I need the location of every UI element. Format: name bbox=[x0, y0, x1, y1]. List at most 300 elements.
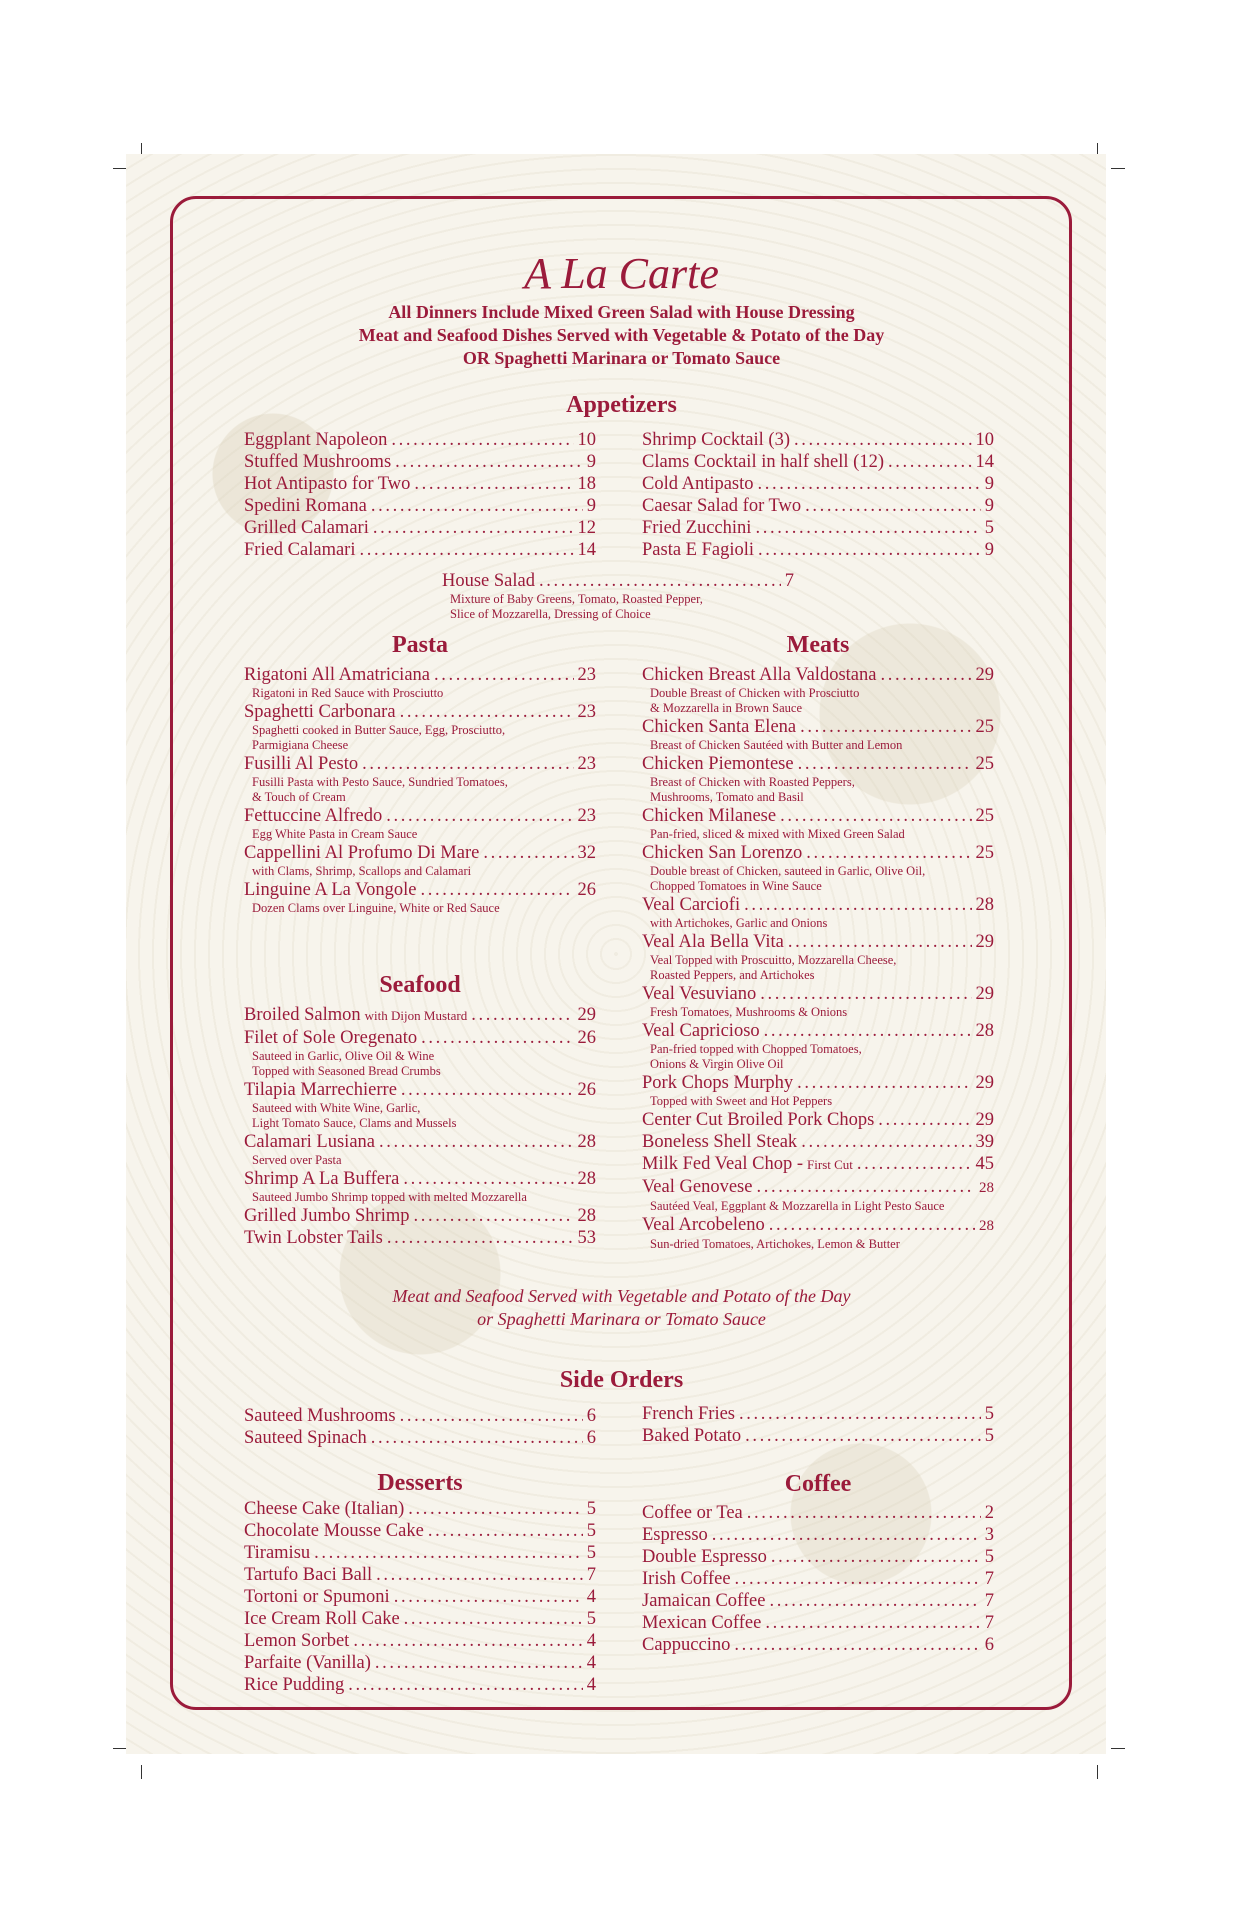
description-line: Sauteed in Garlic, Olive Oil & Wine bbox=[252, 1049, 435, 1063]
menu-item bbox=[642, 842, 994, 864]
item-name: Fettuccine Alfredo bbox=[244, 806, 383, 826]
item-description bbox=[642, 1005, 994, 1020]
description-line: Sauteed with White Wine, Garlic, bbox=[252, 1101, 421, 1115]
item-name: Shrimp A La Buffera bbox=[244, 1169, 400, 1189]
description-line: & Mozzarella in Brown Sauce bbox=[650, 701, 803, 715]
menu-item bbox=[244, 517, 596, 539]
appetizers-right-column bbox=[642, 429, 994, 561]
item-price: 4 bbox=[586, 1587, 596, 1607]
item-price: 26 bbox=[577, 880, 596, 900]
desserts-heading: Desserts bbox=[377, 1470, 463, 1496]
item-price: 4 bbox=[586, 1653, 596, 1673]
item-name: Parfaite (Vanilla) bbox=[244, 1653, 371, 1673]
item-price: 26 bbox=[577, 1028, 596, 1048]
item-name: Baked Potato bbox=[642, 1426, 742, 1446]
menu-item bbox=[642, 931, 994, 953]
item-name: Tartufo Baci Ball bbox=[244, 1565, 373, 1585]
item-price: 5 bbox=[984, 1547, 994, 1567]
item-name: Veal Capricioso bbox=[642, 1021, 760, 1041]
item-price: 6 bbox=[984, 1635, 994, 1655]
item-price: 29 bbox=[577, 1005, 596, 1025]
menu-item bbox=[642, 1546, 994, 1568]
appetizers-heading: Appetizers bbox=[566, 392, 677, 418]
dot-leader bbox=[739, 1403, 981, 1425]
item-description bbox=[642, 1094, 994, 1109]
menu-item bbox=[244, 1652, 596, 1674]
item-price: 9 bbox=[984, 540, 994, 560]
item-name: Fried Zucchini bbox=[642, 518, 752, 538]
item-name: Ice Cream Roll Cake bbox=[244, 1609, 400, 1629]
dot-leader bbox=[371, 1427, 583, 1449]
description-line: Fusilli Pasta with Pesto Sauce, Sundried Tomatoes, bbox=[252, 775, 508, 789]
item-price: 3 bbox=[984, 1525, 994, 1545]
dot-leader bbox=[400, 1405, 583, 1427]
item-price: 18 bbox=[577, 474, 596, 494]
item-price: 10 bbox=[975, 430, 994, 450]
item-description bbox=[642, 775, 994, 805]
item-price: 25 bbox=[975, 754, 994, 774]
house-salad-row bbox=[442, 570, 794, 592]
dot-leader bbox=[353, 1630, 582, 1652]
serving-note-line-2: or Spaghetti Marinara or Tomato Sauce bbox=[477, 1309, 766, 1329]
menu-item bbox=[244, 1168, 596, 1190]
item-description bbox=[642, 1199, 994, 1214]
pasta-heading: Pasta bbox=[392, 632, 448, 658]
item-description bbox=[642, 686, 994, 716]
dot-leader bbox=[769, 1214, 975, 1236]
menu-item bbox=[642, 753, 994, 775]
dot-leader bbox=[404, 1608, 583, 1630]
description-line: Slice of Mozzarella, Dressing of Choice bbox=[450, 607, 651, 621]
dot-leader bbox=[734, 1634, 980, 1656]
menu-item bbox=[244, 879, 596, 901]
item-name: Twin Lobster Tails bbox=[244, 1228, 383, 1248]
item-price: 28 bbox=[979, 1180, 994, 1196]
item-price: 25 bbox=[975, 806, 994, 826]
description-line: Sun-dried Tomatoes, Artichokes, Lemon & Butter bbox=[650, 1237, 900, 1251]
meats-heading: Meats bbox=[786, 632, 850, 658]
dot-leader bbox=[394, 1586, 583, 1608]
item-name: Shrimp Cocktail (3) bbox=[642, 430, 790, 450]
dot-leader bbox=[414, 473, 573, 495]
menu-item bbox=[642, 495, 994, 517]
item-price: 9 bbox=[984, 474, 994, 494]
subtitle-line-1: All Dinners Include Mixed Green Salad with House Dressing bbox=[388, 302, 855, 322]
item-name: Cappuccino bbox=[642, 1635, 731, 1655]
item-price: 5 bbox=[586, 1499, 596, 1519]
item-price: 32 bbox=[577, 843, 596, 863]
item-inline-note: with Dijon Mustard bbox=[364, 1008, 468, 1023]
description-line: Spaghetti cooked in Butter Sauce, Egg, Prosciutto, bbox=[252, 723, 506, 737]
menu-item bbox=[642, 1524, 994, 1546]
item-description bbox=[642, 1042, 994, 1072]
item-name: Broiled Salmon bbox=[244, 1005, 361, 1025]
item-name: House Salad bbox=[442, 571, 535, 591]
dot-leader bbox=[755, 517, 980, 539]
item-name: Mexican Coffee bbox=[642, 1613, 762, 1633]
item-price: 10 bbox=[577, 430, 596, 450]
dot-leader bbox=[359, 539, 573, 561]
dot-leader bbox=[403, 1168, 573, 1190]
coffee-heading: Coffee bbox=[784, 1471, 852, 1497]
item-name: Cold Antipasto bbox=[642, 474, 754, 494]
item-name: Tilapia Marrechierre bbox=[244, 1080, 397, 1100]
dot-leader bbox=[758, 473, 981, 495]
item-name: Chicken Piemontese bbox=[642, 754, 794, 774]
menu-item bbox=[244, 1520, 596, 1542]
side-orders-heading: Side Orders bbox=[559, 1367, 684, 1393]
item-name: Veal Carciofi bbox=[642, 895, 741, 915]
item-name: Rice Pudding bbox=[244, 1675, 345, 1695]
item-name: Veal Arcobeleno bbox=[642, 1215, 765, 1235]
menu-item bbox=[642, 1425, 994, 1447]
item-description bbox=[244, 901, 596, 916]
menu-item bbox=[244, 1427, 596, 1449]
item-name: Spaghetti Carbonara bbox=[244, 702, 396, 722]
item-price: 29 bbox=[975, 1110, 994, 1130]
dot-leader bbox=[744, 894, 971, 916]
crop-mark bbox=[1097, 1765, 1098, 1779]
description-line: Double Breast of Chicken with Prosciutto bbox=[650, 686, 860, 700]
dot-leader bbox=[362, 753, 573, 775]
menu-item bbox=[244, 539, 596, 561]
menu-item bbox=[642, 805, 994, 827]
item-price: 5 bbox=[984, 1404, 994, 1424]
dot-leader bbox=[798, 753, 972, 775]
seafood-column bbox=[244, 1004, 596, 1249]
crop-mark bbox=[1111, 168, 1125, 169]
item-name: Coffee or Tea bbox=[642, 1503, 743, 1523]
item-name: Chicken Santa Elena bbox=[642, 717, 797, 737]
item-description bbox=[244, 827, 596, 842]
menu-item bbox=[642, 894, 994, 916]
dot-leader bbox=[376, 1564, 583, 1586]
dot-leader bbox=[805, 495, 981, 517]
meats-column bbox=[642, 664, 994, 1252]
item-price: 9 bbox=[586, 452, 596, 472]
serving-note-line-1: Meat and Seafood Served with Vegetable and Potato of the Day bbox=[392, 1286, 851, 1306]
menu-item bbox=[244, 1405, 596, 1427]
description-line: Egg White Pasta in Cream Sauce bbox=[252, 827, 418, 841]
item-name: Veal Genovese bbox=[642, 1177, 753, 1197]
item-price: 7 bbox=[984, 1613, 994, 1633]
description-line: Breast of Chicken with Roasted Peppers, bbox=[650, 775, 855, 789]
item-price: 5 bbox=[586, 1543, 596, 1563]
menu-item bbox=[642, 539, 994, 561]
item-description bbox=[642, 1237, 994, 1252]
item-price: 28 bbox=[577, 1169, 596, 1189]
dot-leader bbox=[483, 842, 573, 864]
crop-mark bbox=[141, 1765, 142, 1779]
menu-item bbox=[642, 1109, 994, 1131]
item-name: Chicken Breast Alla Valdostana bbox=[642, 665, 877, 685]
item-name: Pork Chops Murphy bbox=[642, 1073, 794, 1093]
dot-leader bbox=[373, 517, 574, 539]
item-description bbox=[642, 738, 994, 753]
item-price: 5 bbox=[984, 1426, 994, 1446]
dot-leader bbox=[769, 1590, 980, 1612]
menu-item bbox=[642, 1502, 994, 1524]
dot-leader bbox=[801, 1131, 971, 1153]
item-price: 29 bbox=[975, 932, 994, 952]
dot-leader bbox=[806, 842, 971, 864]
item-name: Eggplant Napoleon bbox=[244, 430, 388, 450]
item-inline-note: First Cut bbox=[807, 1157, 853, 1172]
menu-item bbox=[244, 1205, 596, 1227]
item-name: Double Espresso bbox=[642, 1547, 767, 1567]
item-price: 28 bbox=[975, 895, 994, 915]
item-name: Filet of Sole Oregenato bbox=[244, 1028, 418, 1048]
dot-leader bbox=[756, 1176, 975, 1198]
item-name: Linguine A La Vongole bbox=[244, 880, 417, 900]
menu-item bbox=[244, 473, 596, 495]
item-price: 23 bbox=[577, 702, 596, 722]
menu-item bbox=[244, 1004, 596, 1027]
dot-leader bbox=[401, 1079, 574, 1101]
item-name: Pasta E Fagioli bbox=[642, 540, 755, 560]
menu-item bbox=[642, 1131, 994, 1153]
menu-item bbox=[642, 1153, 994, 1176]
item-name: Tortoni or Spumoni bbox=[244, 1587, 390, 1607]
coffee-column bbox=[642, 1502, 994, 1656]
menu-item bbox=[642, 1176, 994, 1199]
item-name: Chocolate Mousse Cake bbox=[244, 1521, 424, 1541]
item-name: Irish Coffee bbox=[642, 1569, 731, 1589]
crop-mark bbox=[1111, 1748, 1125, 1749]
dot-leader bbox=[314, 1542, 583, 1564]
dot-leader bbox=[428, 1520, 583, 1542]
item-description bbox=[244, 1101, 596, 1131]
item-name: Spedini Romana bbox=[244, 496, 367, 516]
item-name: French Fries bbox=[642, 1404, 735, 1424]
item-name: Clams Cocktail in half shell (12) bbox=[642, 452, 884, 472]
item-name: Sauteed Spinach bbox=[244, 1428, 367, 1448]
item-price: 5 bbox=[586, 1609, 596, 1629]
menu-item bbox=[642, 1072, 994, 1094]
description-line: Chopped Tomatoes in Wine Sauce bbox=[650, 879, 822, 893]
item-price: 4 bbox=[586, 1631, 596, 1651]
dot-leader bbox=[764, 1020, 972, 1042]
dot-leader bbox=[760, 983, 971, 1005]
item-name: Milk Fed Veal Chop - bbox=[642, 1154, 804, 1174]
item-description bbox=[642, 827, 994, 842]
menu-item bbox=[244, 495, 596, 517]
item-price: 7 bbox=[984, 1569, 994, 1589]
description-line: & Touch of Cream bbox=[252, 790, 346, 804]
description-line: Sautéed Veal, Eggplant & Mozzarella in Light Pesto Sauce bbox=[650, 1199, 945, 1213]
description-line: Parmigiana Cheese bbox=[252, 738, 349, 752]
item-price: 23 bbox=[577, 665, 596, 685]
dot-leader bbox=[797, 1072, 971, 1094]
dot-leader bbox=[780, 805, 971, 827]
subtitle-line-2: Meat and Seafood Dishes Served with Vegetable & Potato of the Day bbox=[358, 325, 885, 345]
menu-item bbox=[244, 1608, 596, 1630]
menu-item bbox=[244, 1564, 596, 1586]
item-price: 23 bbox=[577, 806, 596, 826]
item-price: 29 bbox=[975, 1073, 994, 1093]
item-price: 28 bbox=[577, 1132, 596, 1152]
item-price: 26 bbox=[577, 1080, 596, 1100]
description-line: Light Tomato Sauce, Clams and Mussels bbox=[252, 1116, 457, 1130]
dot-leader bbox=[413, 1205, 573, 1227]
item-name: Sauteed Mushrooms bbox=[244, 1406, 396, 1426]
dot-leader bbox=[421, 1027, 573, 1049]
menu-item bbox=[642, 716, 994, 738]
item-name: Jamaican Coffee bbox=[642, 1591, 766, 1611]
menu-item bbox=[642, 664, 994, 686]
menu-item bbox=[642, 1214, 994, 1237]
menu-item bbox=[244, 842, 596, 864]
description-line: Served over Pasta bbox=[252, 1153, 342, 1167]
menu-item bbox=[244, 753, 596, 775]
item-price: 28 bbox=[577, 1206, 596, 1226]
item-name: Fusilli Al Pesto bbox=[244, 754, 359, 774]
description-line: with Clams, Shrimp, Scallops and Calamari bbox=[252, 864, 472, 878]
dot-leader bbox=[386, 805, 573, 827]
menu-item bbox=[244, 1027, 596, 1049]
item-price: 5 bbox=[586, 1521, 596, 1541]
menu-item bbox=[642, 451, 994, 473]
description-line: Double breast of Chicken, sauteed in Garlic, Olive Oil, bbox=[650, 864, 926, 878]
crop-mark bbox=[113, 168, 127, 169]
item-name: Cheese Cake (Italian) bbox=[244, 1499, 405, 1519]
crop-mark bbox=[113, 1748, 127, 1749]
menu-item bbox=[244, 1498, 596, 1520]
menu-item bbox=[244, 805, 596, 827]
item-price: 7 bbox=[586, 1565, 596, 1585]
menu-item bbox=[642, 983, 994, 1005]
menu-item bbox=[642, 517, 994, 539]
dot-leader bbox=[771, 1546, 981, 1568]
menu-item bbox=[642, 1634, 994, 1656]
description-line: Pan-fried topped with Chopped Tomatoes, bbox=[650, 1042, 862, 1056]
item-name: Calamari Lusiana bbox=[244, 1132, 375, 1152]
desserts-column bbox=[244, 1498, 596, 1696]
item-price: 23 bbox=[577, 754, 596, 774]
dot-leader bbox=[747, 1502, 981, 1524]
item-name: Espresso bbox=[642, 1525, 708, 1545]
dot-leader bbox=[375, 1652, 583, 1674]
description-line: Mixture of Baby Greens, Tomato, Roasted Pepper, bbox=[450, 592, 703, 606]
item-price: 39 bbox=[975, 1132, 994, 1152]
dot-leader bbox=[387, 1227, 574, 1249]
item-price: 29 bbox=[975, 984, 994, 1004]
description-line: Topped with Sweet and Hot Peppers bbox=[650, 1094, 833, 1108]
item-price: 12 bbox=[577, 518, 596, 538]
subtitle-line-3: OR Spaghetti Marinara or Tomato Sauce bbox=[462, 348, 781, 368]
item-price: 14 bbox=[975, 452, 994, 472]
appetizers-left-column bbox=[244, 429, 596, 561]
item-price: 4 bbox=[586, 1675, 596, 1695]
menu-item bbox=[244, 1131, 596, 1153]
menu-item bbox=[244, 1542, 596, 1564]
item-description bbox=[244, 1049, 596, 1079]
item-price: 9 bbox=[984, 496, 994, 516]
dot-leader bbox=[888, 451, 972, 473]
description-line: Dozen Clams over Linguine, White or Red Sauce bbox=[252, 901, 500, 915]
item-description bbox=[244, 723, 596, 753]
menu-item bbox=[642, 1403, 994, 1425]
item-price: 6 bbox=[586, 1406, 596, 1426]
item-name: Boneless Shell Steak bbox=[642, 1132, 798, 1152]
pasta-column bbox=[244, 664, 596, 916]
item-price: 29 bbox=[975, 665, 994, 685]
description-line: Veal Topped with Proscuitto, Mozzarella Cheese, bbox=[650, 953, 897, 967]
dot-leader bbox=[758, 539, 981, 561]
dot-leader bbox=[371, 495, 583, 517]
menu-item bbox=[244, 1674, 596, 1696]
item-description bbox=[244, 1153, 596, 1168]
item-name: Center Cut Broiled Pork Chops bbox=[642, 1110, 875, 1130]
dot-leader bbox=[539, 570, 781, 592]
house-salad bbox=[442, 570, 794, 622]
dot-leader bbox=[391, 429, 573, 451]
description-line: Onions & Virgin Olive Oil bbox=[650, 1057, 784, 1071]
item-price: 14 bbox=[577, 540, 596, 560]
item-name: Caesar Salad for Two bbox=[642, 496, 802, 516]
item-description bbox=[244, 686, 596, 701]
item-name: Veal Ala Bella Vita bbox=[642, 932, 784, 952]
menu-item bbox=[642, 473, 994, 495]
item-price: 6 bbox=[586, 1428, 596, 1448]
dot-leader bbox=[745, 1425, 981, 1447]
dot-leader bbox=[800, 716, 971, 738]
menu-title: A La Carte bbox=[524, 249, 719, 298]
item-price: 7 bbox=[984, 1591, 994, 1611]
dot-leader bbox=[471, 1004, 573, 1026]
menu-item bbox=[244, 429, 596, 451]
item-price: 7 bbox=[784, 571, 794, 591]
item-name: Chicken San Lorenzo bbox=[642, 843, 803, 863]
item-description bbox=[244, 1190, 596, 1205]
item-name: Rigatoni All Amatriciana bbox=[244, 665, 430, 685]
description-line: Rigatoni in Red Sauce with Prosciutto bbox=[252, 686, 444, 700]
menu-item bbox=[642, 1020, 994, 1042]
item-price: 25 bbox=[975, 843, 994, 863]
dot-leader bbox=[788, 931, 972, 953]
menu-item bbox=[642, 1568, 994, 1590]
seafood-heading: Seafood bbox=[379, 972, 461, 998]
description-line: Breast of Chicken Sautéed with Butter and Lemon bbox=[650, 738, 903, 752]
item-price: 2 bbox=[984, 1503, 994, 1523]
menu-item bbox=[244, 1630, 596, 1652]
dot-leader bbox=[421, 879, 574, 901]
item-price: 28 bbox=[975, 1021, 994, 1041]
item-price: 5 bbox=[984, 518, 994, 538]
dot-leader bbox=[400, 701, 574, 723]
dot-leader bbox=[408, 1498, 582, 1520]
side-orders-left-column bbox=[244, 1405, 596, 1449]
dot-leader bbox=[395, 451, 583, 473]
item-price: 9 bbox=[586, 496, 596, 516]
item-description bbox=[244, 775, 596, 805]
item-description bbox=[642, 864, 994, 894]
item-name: Lemon Sorbet bbox=[244, 1631, 350, 1651]
dot-leader bbox=[878, 1109, 971, 1131]
menu-item bbox=[244, 664, 596, 686]
house-salad-description bbox=[442, 592, 794, 622]
menu-item bbox=[642, 1612, 994, 1634]
description-line: Mushrooms, Tomato and Basil bbox=[650, 790, 804, 804]
item-price: 45 bbox=[975, 1154, 994, 1174]
menu-item bbox=[244, 1079, 596, 1101]
dot-leader bbox=[765, 1612, 980, 1634]
description-line: Sauteed Jumbo Shrimp topped with melted Mozzarella bbox=[252, 1190, 527, 1204]
dot-leader bbox=[735, 1568, 981, 1590]
item-name: Chicken Milanese bbox=[642, 806, 777, 826]
menu-item bbox=[642, 1590, 994, 1612]
item-price: 25 bbox=[975, 717, 994, 737]
